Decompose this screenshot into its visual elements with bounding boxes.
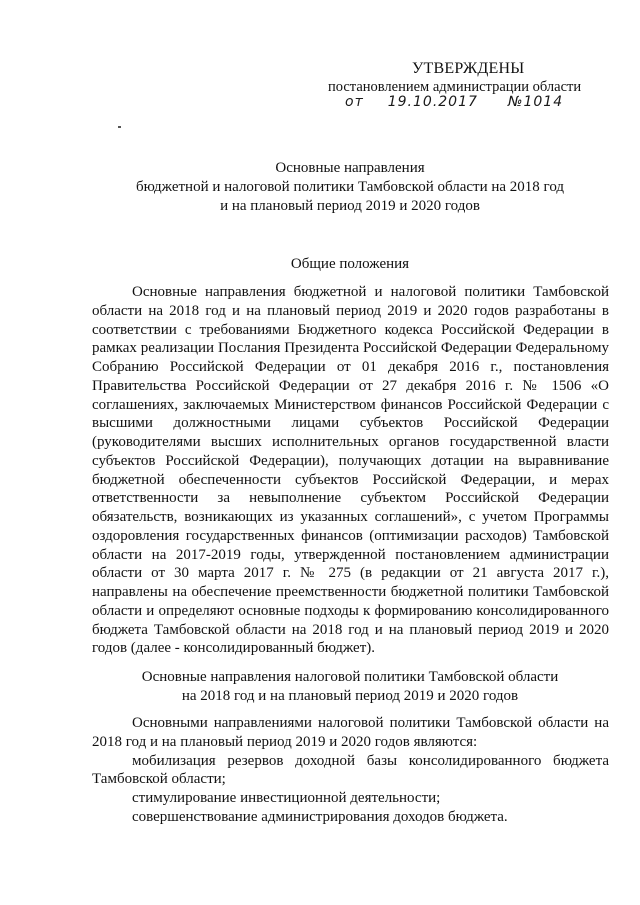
- general-provisions-heading: Общие положения: [290, 256, 410, 272]
- approval-title: УТВЕРЖДЕНЫ: [412, 60, 525, 77]
- title-line-3: и на плановый период 2019 и 2020 годов: [220, 198, 480, 214]
- list-item: совершенствование администрирования доходов бюджета.: [132, 808, 508, 825]
- tax-policy-intro: Основными направлениями налоговой политики Тамбовской области на 2018 год и на плановый период 2019 и 2020 годов являются:: [92, 715, 609, 750]
- general-provisions-paragraph: [92, 283, 609, 658]
- paragraph-text: Основные направления бюджетной и налоговой политики Тамбовской области на 2018 год и на плановый период 2019 и 2020 годов разработаны в соответствии с требованиями Бюджетного кодекса Российской Федерации в рамках реализации Послания Президента Российской Федерации Федеральному Собранию Российской Федерации от 01 декабря 2016 г., постановления Правительства Российской Федерации от 27 декабря 2016 г. № 1506 «О соглашениях, заключаемых Министерством финансов Российской Федерации с высшими должностными лицами субъектов Российской Федерации (руководителями высших исполнительных органов государственной власти субъектов Российской Федерации), получающих дотации на выравнивание бюджетной обеспеченности субъектов Российской Федерации, и мерах ответственности за невыполнение субъектом Российской Федерации обязательств, возникающих из указанных соглашений», с учетом Программы оздоровления государственных финансов (оптимизации расходов) Тамбовской области на 2017-2019 годы, утвержденной постановлением администрации области от 30 марта 2017 г. № 275 (в редакции от 21 августа 2017 г.), направлены на обеспечение преемственности бюджетной политики Тамбовской области и определяют основные подходы к формированию консолидированного бюджета Тамбовской области на 2018 год и на плановый период 2019 и 2020 годов (далее - консолидированный бюджет).: [92, 284, 609, 657]
- tax-heading-line-1: Основные направления налоговой политики Тамбовской области: [141, 669, 559, 685]
- document-title: [90, 159, 610, 216]
- title-line-1: Основные направления: [275, 160, 425, 176]
- scan-mark: [118, 126, 121, 128]
- handwritten-number: №1014: [507, 94, 564, 110]
- handwritten-date-number: [345, 94, 615, 110]
- title-line-2: бюджетной и налоговой политики Тамбовской области на 2018 год: [135, 179, 565, 195]
- tax-policy-section: [92, 714, 609, 827]
- approval-subtitle: постановлением администрации области: [328, 79, 582, 95]
- tax-heading-line-2: на 2018 год и на плановый период 2019 и 2020 годов: [181, 688, 519, 704]
- handwritten-prefix: от: [345, 94, 364, 110]
- list-item: мобилизация резервов доходной базы консолидированного бюджета Тамбовской области;: [92, 752, 609, 788]
- list-item: стимулирование инвестиционной деятельности;: [132, 790, 441, 806]
- handwritten-date: 19.10.2017: [387, 94, 478, 110]
- tax-policy-heading: [90, 668, 610, 706]
